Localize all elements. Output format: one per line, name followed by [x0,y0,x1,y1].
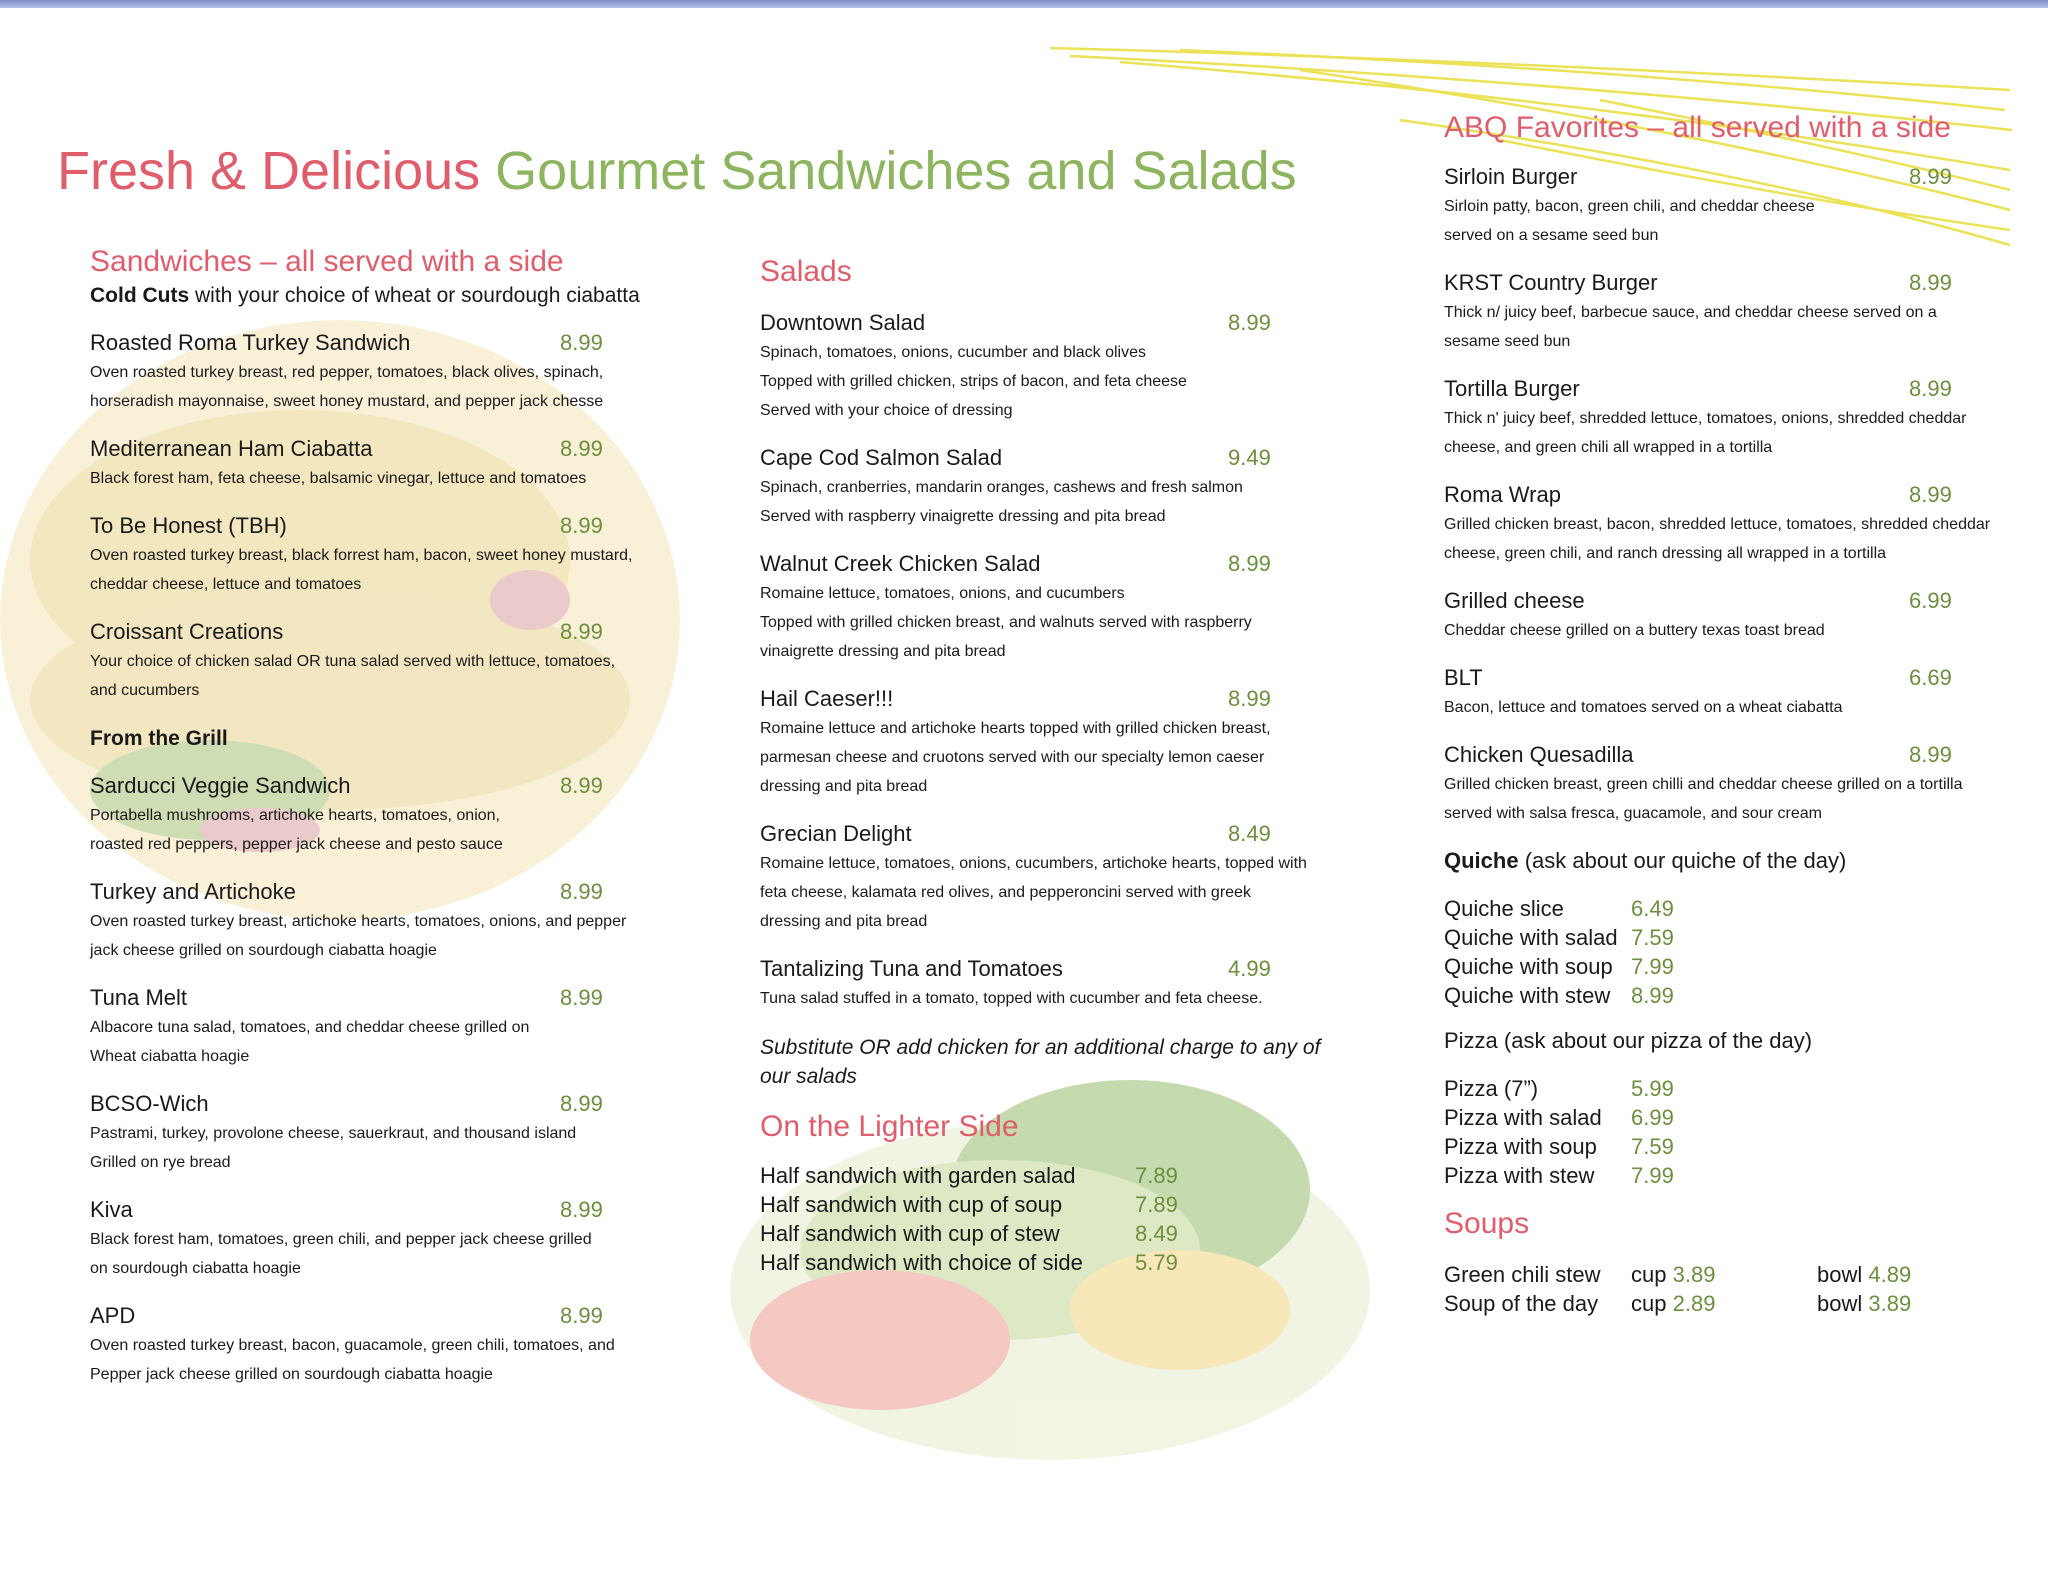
menu-item [1444,663,2014,722]
price-row [1444,1103,2014,1132]
title-gourmet: Gourmet Sandwiches and Salads [495,141,1297,201]
item-description-line: Black forest ham, tomatoes, green chili, and pepper jack cheese grilled [90,1231,592,1248]
row-price: 8.49 [1135,1221,1178,1246]
item-description-line: Pastrami, turkey, provolone cheese, sauerkraut, and thousand island [90,1125,577,1142]
soup-bowl-price [1817,1289,1911,1318]
item-price: 8.99 [1228,686,1271,711]
row-price: 8.99 [1631,983,1674,1008]
item-description-line: on sourdough ciabatta hoagie [90,1260,301,1277]
item-name: Downtown Salad [760,310,926,335]
item-description-line: Cheddar cheese grilled on a buttery texas toast bread [1444,622,1825,639]
item-description-line: Oven roasted turkey breast, black forrest ham, bacon, sweet honey mustard, [90,547,633,564]
row-name: Half sandwich with choice of side [760,1250,1083,1275]
menu-title [57,140,1297,202]
row-name: Half sandwich with cup of stew [760,1221,1060,1246]
row-name: Pizza with stew [1444,1163,1595,1188]
item-description-line: Topped with grilled chicken, strips of bacon, and feta cheese [760,373,1187,390]
menu-item [1444,374,2014,462]
title-fresh-delicious: Fresh & Delicious [57,141,481,201]
cup-price: 2.89 [1672,1291,1716,1316]
row-name: Half sandwich with garden salad [760,1163,1076,1188]
item-name: Turkey and Artichoke [90,879,296,904]
row-price: 7.89 [1135,1163,1178,1188]
favorites-heading: ABQ Favorites – all served with a side [1444,111,1951,144]
price-row [1444,952,2014,981]
item-description-line: Black forest ham, feta cheese, balsamic vinegar, lettuce and tomatoes [90,470,587,487]
item-price: 8.99 [560,1303,603,1328]
soup-cup-price [1631,1260,1715,1289]
menu-item [90,617,690,705]
item-description-line: served with salsa fresca, guacamole, and sour cream [1444,805,1822,822]
item-price: 8.99 [1909,742,1952,767]
item-description-line: Served with raspberry vinaigrette dressing and pita bread [760,508,1166,525]
row-name: Pizza with soup [1444,1134,1597,1159]
item-description-line: Grilled chicken breast, bacon, shredded lettuce, tomatoes, shredded cheddar [1444,516,1991,533]
item-description-line: Oven roasted turkey breast, bacon, guacamole, green chili, tomatoes, and [90,1337,615,1354]
soup-row [1444,1289,2014,1318]
price-row [760,1190,1350,1219]
item-name: Kiva [90,1197,133,1222]
menu-item [760,684,1350,801]
item-description-line: Thick n' juicy beef, shredded lettuce, tomatoes, onions, shredded cheddar [1444,410,1967,427]
item-name: Tantalizing Tuna and Tomatoes [760,956,1063,981]
item-name: Roma Wrap [1444,482,1561,507]
item-name: Mediterranean Ham Ciabatta [90,436,373,461]
soups-list [1444,1260,2014,1318]
cold-cuts-list [90,328,690,705]
menu-item [1444,586,2014,645]
menu-item [90,771,690,859]
price-row [1444,923,2014,952]
menu-item [90,328,690,416]
item-name: Walnut Creek Chicken Salad [760,551,1041,576]
item-price: 8.99 [1909,164,1952,189]
item-name: Cape Cod Salmon Salad [760,445,1003,470]
row-price: 5.99 [1631,1076,1674,1101]
lighter-side-heading: On the Lighter Side [760,1110,1019,1143]
row-name: Half sandwich with cup of soup [760,1192,1063,1217]
item-price: 8.99 [1909,376,1952,401]
bowl-label: bowl [1817,1262,1863,1287]
item-description-line: Oven roasted turkey breast, artichoke hearts, tomatoes, onions, and pepper [90,913,627,930]
soups-heading: Soups [1444,1207,1530,1240]
menu-item [90,1301,690,1389]
item-price: 8.99 [560,436,603,461]
row-price: 7.89 [1135,1192,1178,1217]
cold-cuts-label: Cold Cuts [90,284,190,307]
item-price: 8.99 [560,619,603,644]
item-description-line: Spinach, cranberries, mandarin oranges, cashews and fresh salmon [760,479,1243,496]
item-description-line: cheddar cheese, lettuce and tomatoes [90,576,362,593]
item-description-line: roasted red peppers, pepper jack cheese and pesto sauce [90,836,503,853]
sandwiches-column [90,244,690,1389]
salads-column [760,254,1350,1277]
item-description-line: Spinach, tomatoes, onions, cucumber and black olives [760,344,1146,361]
quiche-label: Quiche [1444,848,1519,873]
cold-cuts-subheading [90,282,690,310]
quiche-list [1444,894,2014,1010]
price-row [1444,1074,2014,1103]
item-price: 8.99 [1909,482,1952,507]
item-description-line: Tuna salad stuffed in a tomato, topped with cucumber and feta cheese. [760,990,1263,1007]
price-row [760,1248,1350,1277]
price-row [1444,894,2014,923]
item-description-line: Grilled chicken breast, green chilli and cheddar cheese grilled on a tortilla [1444,776,1963,793]
item-description-line: feta cheese, kalamata red olives, and pepperoncini served with greek [760,884,1251,901]
item-name: Sirloin Burger [1444,164,1578,189]
pizza-heading: Pizza (ask about our pizza of the day) [1444,1028,1813,1053]
item-description-line: Served with your choice of dressing [760,402,1013,419]
menu-item [90,1089,690,1177]
row-price: 7.99 [1631,1163,1674,1188]
favorites-list [1444,162,2014,828]
soup-bowl-price [1817,1260,1911,1289]
sandwiches-heading: Sandwiches – all served with a side [90,245,564,278]
from-the-grill-label: From the Grill [90,727,228,750]
item-price: 8.99 [560,773,603,798]
price-row [760,1161,1350,1190]
item-description-line: Your choice of chicken salad OR tuna salad served with lettuce, tomatoes, [90,653,616,670]
row-name: Quiche with stew [1444,983,1611,1008]
item-price: 8.49 [1228,821,1271,846]
favorites-column [1444,110,2014,1318]
lighter-side-list [760,1161,1350,1277]
menu-item [90,511,690,599]
item-name: BCSO-Wich [90,1091,209,1116]
menu-item [1444,162,2014,250]
row-price: 7.59 [1631,1134,1674,1159]
menu-item [760,819,1350,936]
item-name: APD [90,1303,136,1328]
menu-item [760,443,1350,531]
item-price: 6.69 [1909,665,1952,690]
item-description-line: sesame seed bun [1444,333,1571,350]
cup-label: cup [1631,1262,1667,1287]
menu-item [1444,740,2014,828]
item-name: KRST Country Burger [1444,270,1658,295]
row-price: 7.99 [1631,954,1674,979]
menu-item [90,434,690,493]
item-description-line: parmesan cheese and cruotons served with our specialty lemon caeser [760,749,1265,766]
item-description-line: Bacon, lettuce and tomatoes served on a wheat ciabatta [1444,699,1843,716]
row-price: 5.79 [1135,1250,1178,1275]
menu-item [760,549,1350,666]
bowl-label: bowl [1817,1291,1863,1316]
menu-item [760,954,1350,1013]
item-description-line: Sirloin patty, bacon, green chili, and cheddar cheese [1444,198,1815,215]
item-description-line: Thick n/ juicy beef, barbecue sauce, and cheddar cheese served on a [1444,304,1937,321]
item-price: 8.99 [560,985,603,1010]
price-row [1444,1161,2014,1190]
grill-list [90,771,690,1389]
row-name: Quiche with soup [1444,954,1613,979]
price-row [1444,1132,2014,1161]
item-name: To Be Honest (TBH) [90,513,287,538]
item-name: Sarducci Veggie Sandwich [90,773,351,798]
item-description-line: cheese, and green chili all wrapped in a tortilla [1444,439,1773,456]
cup-label: cup [1631,1291,1667,1316]
menu-item [760,308,1350,425]
item-description-line: Portabella mushrooms, artichoke hearts, tomatoes, onion, [90,807,500,824]
item-description-line: Romaine lettuce, tomatoes, onions, and cucumbers [760,585,1125,602]
item-price: 8.99 [560,1091,603,1116]
item-name: Roasted Roma Turkey Sandwich [90,330,411,355]
bowl-price: 4.89 [1868,1262,1912,1287]
item-description-line: dressing and pita bread [760,778,928,795]
item-name: BLT [1444,665,1483,690]
item-description-line: Wheat ciabatta hoagie [90,1048,250,1065]
item-description-line: horseradish mayonnaise, sweet honey mustard, and pepper jack chesse [90,393,604,410]
item-price: 9.49 [1228,445,1271,470]
row-name: Quiche slice [1444,896,1564,921]
item-price: 8.99 [1228,310,1271,335]
item-description-line: served on a sesame seed bun [1444,227,1659,244]
row-name: Pizza (7”) [1444,1076,1539,1101]
row-price: 7.59 [1631,925,1674,950]
soup-name: Soup of the day [1444,1291,1599,1316]
item-description-line: jack cheese grilled on sourdough ciabatta hoagie [90,942,437,959]
menu-item [90,877,690,965]
cold-cuts-note: with your choice of wheat or sourdough ciabatta [189,284,640,307]
item-description-line: Oven roasted turkey breast, red pepper, tomatoes, black olives, spinach, [90,364,604,381]
item-price: 8.99 [1909,270,1952,295]
item-description-line: vinaigrette dressing and pita bread [760,643,1006,660]
item-name: Tuna Melt [90,985,188,1010]
cup-price: 3.89 [1672,1262,1716,1287]
item-name: Grecian Delight [760,821,912,846]
row-price: 6.49 [1631,896,1674,921]
menu-item [90,983,690,1071]
price-row [760,1219,1350,1248]
item-price: 6.99 [1909,588,1952,613]
salad-substitution-note: Substitute OR add chicken for an additional charge to any of our salads [760,1036,1321,1088]
price-row [1444,981,2014,1010]
soup-row [1444,1260,2014,1289]
item-description-line: Romaine lettuce, tomatoes, onions, cucumbers, artichoke hearts, topped with [760,855,1307,872]
item-description-line: dressing and pita bread [760,913,928,930]
item-price: 8.99 [560,1197,603,1222]
item-description-line: Albacore tuna salad, tomatoes, and cheddar cheese grilled on [90,1019,530,1036]
row-name: Pizza with salad [1444,1105,1602,1130]
quiche-heading [1444,846,2014,876]
item-name: Croissant Creations [90,619,284,644]
soup-name: Green chili stew [1444,1262,1601,1287]
salads-heading: Salads [760,255,852,288]
item-description-line: Pepper jack cheese grilled on sourdough ciabatta hoagie [90,1366,493,1383]
menu-item [1444,268,2014,356]
item-description-line: cheese, green chili, and ranch dressing all wrapped in a tortilla [1444,545,1887,562]
soup-cup-price [1631,1289,1715,1318]
item-price: 8.99 [560,330,603,355]
row-price: 6.99 [1631,1105,1674,1130]
item-description-line: Romaine lettuce and artichoke hearts topped with grilled chicken breast, [760,720,1271,737]
item-name: Grilled cheese [1444,588,1585,613]
item-description-line: Topped with grilled chicken breast, and walnuts served with raspberry [760,614,1252,631]
item-name: Hail Caeser!!! [760,686,894,711]
bowl-price: 3.89 [1868,1291,1912,1316]
menu-item [1444,480,2014,568]
item-price: 8.99 [560,513,603,538]
item-name: Chicken Quesadilla [1444,742,1634,767]
item-description-line: and cucumbers [90,682,200,699]
item-price: 8.99 [1228,551,1271,576]
row-name: Quiche with salad [1444,925,1618,950]
pizza-list [1444,1074,2014,1190]
item-price: 4.99 [1228,956,1271,981]
item-price: 8.99 [560,879,603,904]
quiche-note: (ask about our quiche of the day) [1518,848,1847,873]
item-name: Tortilla Burger [1444,376,1580,401]
salads-list [760,308,1350,1013]
item-description-line: Grilled on rye bread [90,1154,231,1171]
menu-item [90,1195,690,1283]
